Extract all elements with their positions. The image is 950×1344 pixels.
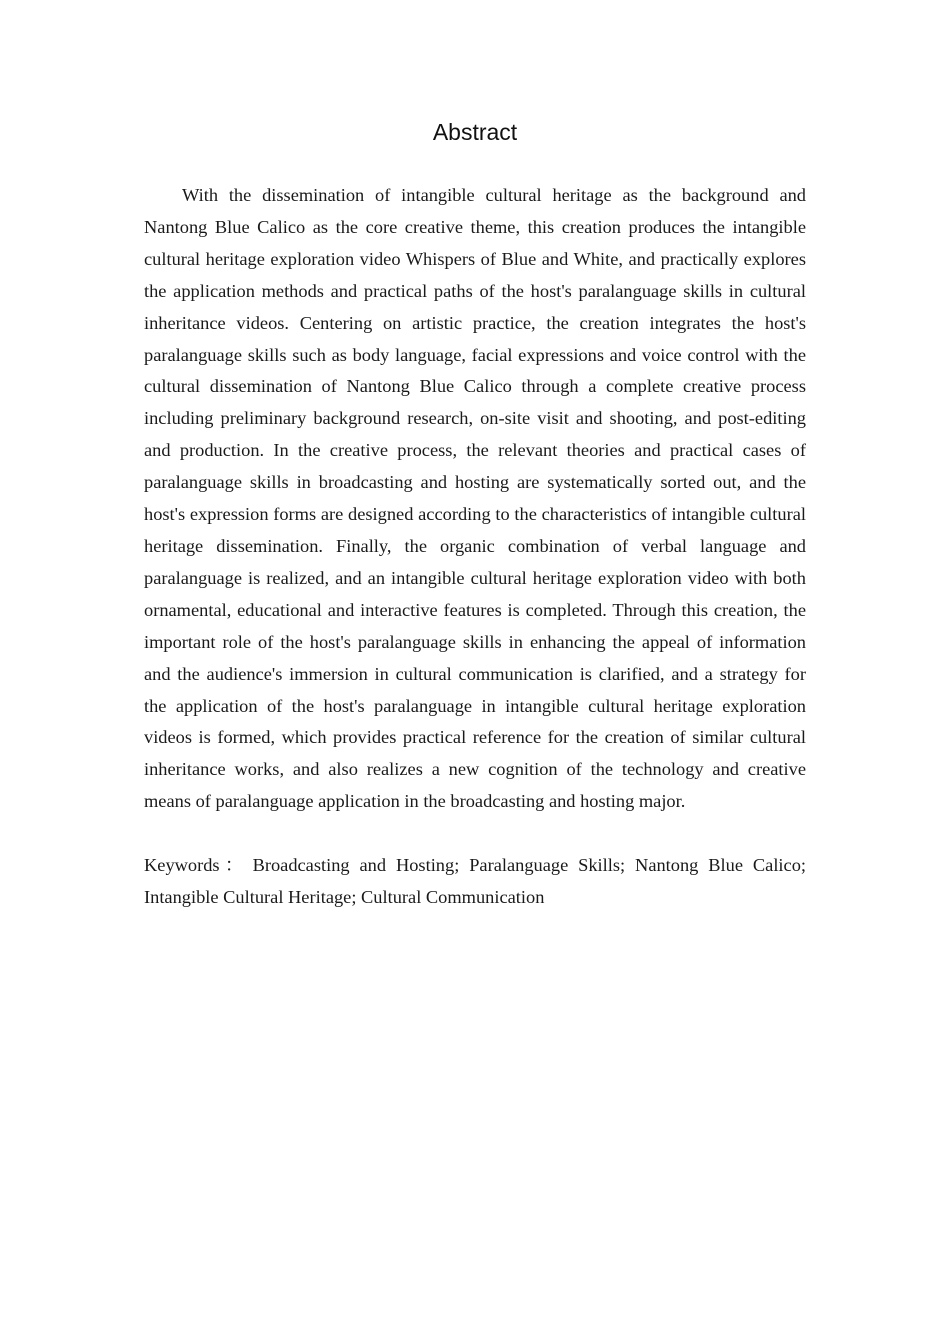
keywords-paragraph bbox=[144, 850, 806, 914]
abstract-body-paragraph: With the dissemination of intangible cultural heritage as the background and Nantong Blue Calico as the core creative theme, this creation produces the intangible cultural heritage exploration video Whispers of Blue and White, and practically explores the application methods and practical paths of the host's paralanguage skills in cultural inheritance videos. Centering on artistic practice, the creation integrates the host's paralanguage skills such as body language, facial expressions and voice control with the cultural dissemination of Nantong Blue Calico through a complete creative process including preliminary background research, on-site visit and shooting, and post-editing and production. In the creative process, the relevant theories and practical cases of paralanguage skills in broadcasting and hosting are systematically sorted out, and the host's expression forms are designed according to the characteristics of intangible cultural heritage dissemination. Finally, the organic combination of verbal language and paralanguage is realized, and an intangible cultural heritage exploration video with both ornamental, educational and interactive features is completed. Through this creation, the important role of the host's paralanguage skills in enhancing the appeal of information and the audience's immersion in cultural communication is clarified, and a strategy for the application of the host's paralanguage in intangible cultural heritage exploration videos is formed, which provides practical reference for the creation of similar cultural inheritance works, and also realizes a new cognition of the technology and creative means of paralanguage application in the broadcasting and hosting major. bbox=[144, 185, 806, 812]
keywords-list: Broadcasting and Hosting; Paralanguage Skills; Nantong Blue Calico; Intangible Cultural Heritage; Cultural Communication bbox=[144, 855, 807, 907]
abstract-title: Abstract bbox=[432, 119, 518, 145]
keywords-label: Keywords： bbox=[144, 855, 249, 875]
